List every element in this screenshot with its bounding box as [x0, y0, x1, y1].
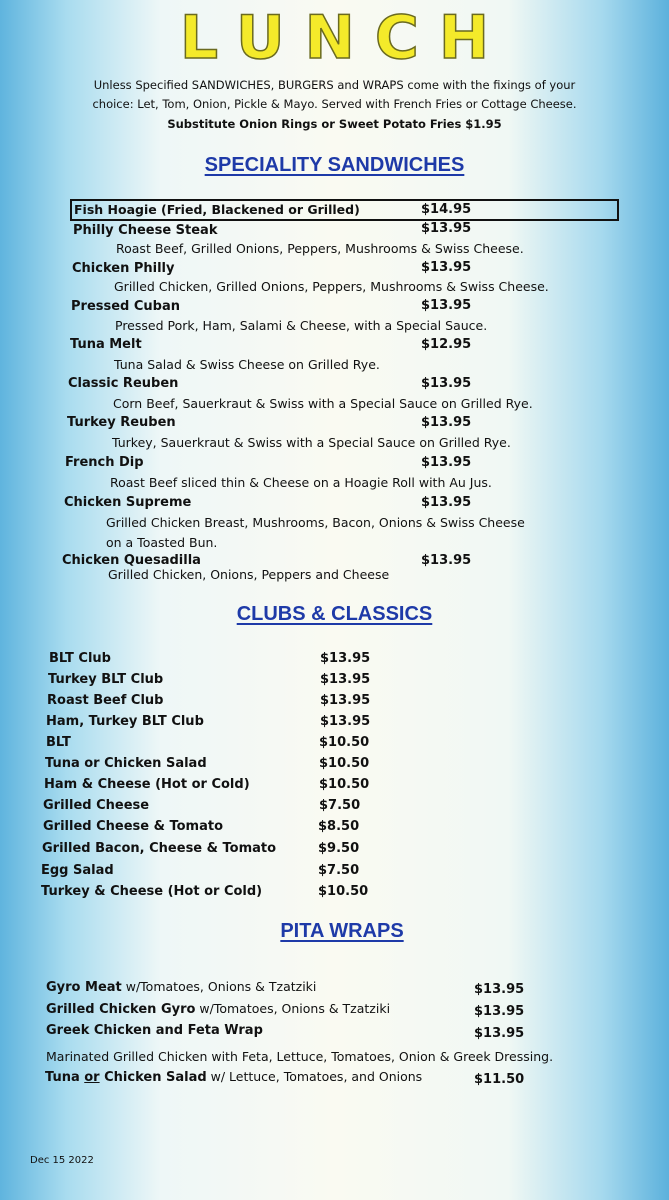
item-description: Tuna Salad & Swiss Cheese on Grilled Rye.: [114, 357, 380, 372]
item-price: $13.95: [421, 495, 472, 510]
item-price: $11.50: [474, 1072, 525, 1087]
intro-line-1: Unless Specified SANDWICHES, BURGERS and WRAPS come with the fixings of your: [93, 78, 576, 92]
item-name: Ham, Turkey BLT Club: [46, 714, 204, 729]
item-description: Grilled Chicken, Onions, Peppers and Cheese: [108, 567, 390, 582]
section-heading-clubs: CLUBS & CLASSICS: [236, 603, 433, 625]
item-suffix: w/ Lettuce, Tomatoes, and Onions: [206, 1069, 423, 1084]
item-price: $13.95: [421, 221, 472, 236]
item-name-or: or: [84, 1070, 100, 1085]
item-name: Turkey & Cheese (Hot or Cold): [41, 884, 263, 899]
item-price: $9.50: [318, 841, 360, 856]
pita-item: [46, 979, 316, 995]
item-name-part: Chicken Salad: [99, 1070, 207, 1085]
item-price: $10.50: [319, 735, 370, 750]
item-name: Ham & Cheese (Hot or Cold): [44, 777, 250, 792]
item-name: Philly Cheese Steak: [73, 223, 218, 238]
menu-title: LUNCH: [179, 3, 510, 73]
item-price: $13.95: [421, 298, 472, 313]
section-heading-pita: PITA WRAPS: [280, 920, 404, 942]
item-name: Grilled Cheese & Tomato: [43, 819, 224, 834]
item-name: BLT: [46, 735, 71, 750]
item-description: Corn Beef, Sauerkraut & Swiss with a Special Sauce on Grilled Rye.: [113, 396, 533, 411]
item-suffix: w/Tomatoes, Onions & Tzatziki: [121, 979, 317, 994]
pita-item: [46, 1001, 390, 1017]
item-price: $10.50: [319, 777, 370, 792]
item-name: Fish Hoagie (Fried, Blackened or Grilled): [74, 202, 360, 217]
item-name: Grilled Chicken Gyro: [46, 1002, 196, 1017]
item-name: French Dip: [65, 455, 144, 470]
pita-item: [45, 1069, 422, 1085]
item-price: $13.95: [320, 693, 371, 708]
item-name: Classic Reuben: [68, 376, 179, 391]
item-name: Gyro Meat: [46, 980, 122, 995]
item-description: Roast Beef, Grilled Onions, Peppers, Mushrooms & Swiss Cheese.: [116, 241, 524, 256]
item-price: $7.50: [318, 863, 360, 878]
item-description: Marinated Grilled Chicken with Feta, Lettuce, Tomatoes, Onion & Greek Dressing.: [46, 1049, 554, 1064]
item-price: $13.95: [474, 982, 525, 997]
item-price: $10.50: [319, 756, 370, 771]
item-description: Grilled Chicken, Grilled Onions, Peppers, Mushrooms & Swiss Cheese.: [114, 279, 549, 294]
item-name: Grilled Bacon, Cheese & Tomato: [42, 841, 277, 856]
item-name: Chicken Philly: [72, 261, 175, 276]
item-price: $13.95: [421, 260, 472, 275]
section-heading-specialty: SPECIALITY SANDWICHES: [204, 154, 465, 176]
item-price: $13.95: [320, 714, 371, 729]
item-name: Chicken Supreme: [64, 495, 192, 510]
item-price: $13.95: [474, 1026, 525, 1041]
item-name: Turkey BLT Club: [48, 672, 164, 687]
item-description: Turkey, Sauerkraut & Swiss with a Special Sauce on Grilled Rye.: [112, 435, 511, 450]
item-description: Roast Beef sliced thin & Cheese on a Hoagie Roll with Au Jus.: [110, 475, 492, 490]
item-price: $8.50: [318, 819, 360, 834]
item-name: Greek Chicken and Feta Wrap: [46, 1023, 263, 1038]
item-name: Tuna or Chicken Salad: [45, 756, 207, 771]
item-name: Grilled Cheese: [43, 798, 150, 813]
item-name: Egg Salad: [41, 863, 114, 878]
item-description: Pressed Pork, Ham, Salami & Cheese, with a Special Sauce.: [115, 318, 488, 333]
item-description-cont: on a Toasted Bun.: [106, 535, 218, 550]
item-suffix: w/Tomatoes, Onions & Tzatziki: [195, 1001, 391, 1016]
menu-date: Dec 15 2022: [30, 1155, 94, 1166]
intro-line-3: Substitute Onion Rings or Sweet Potato Fries $1.95: [167, 117, 502, 131]
item-price: $14.95: [421, 202, 472, 217]
item-price: $13.95: [474, 1004, 525, 1019]
item-price: $13.95: [421, 553, 472, 568]
item-name: Roast Beef Club: [47, 693, 164, 708]
intro-line-2: choice: Let, Tom, Onion, Pickle & Mayo. Served with French Fries or Cottage Cheese.: [92, 97, 577, 111]
item-price: $10.50: [318, 884, 369, 899]
item-price: $13.95: [421, 455, 472, 470]
item-name: Chicken Quesadilla: [62, 553, 201, 568]
item-price: $7.50: [319, 798, 361, 813]
item-name: BLT Club: [49, 651, 111, 666]
item-name: Tuna Melt: [70, 337, 142, 352]
item-price: $13.95: [421, 376, 472, 391]
item-description: Grilled Chicken Breast, Mushrooms, Bacon, Onions & Swiss Cheese: [106, 515, 525, 530]
item-price: $13.95: [320, 672, 371, 687]
item-name-part: Tuna: [45, 1070, 85, 1085]
item-price: $13.95: [320, 651, 371, 666]
item-name: Turkey Reuben: [67, 415, 176, 430]
item-price: $12.95: [421, 337, 472, 352]
item-price: $13.95: [421, 415, 472, 430]
item-name: Pressed Cuban: [71, 299, 181, 314]
